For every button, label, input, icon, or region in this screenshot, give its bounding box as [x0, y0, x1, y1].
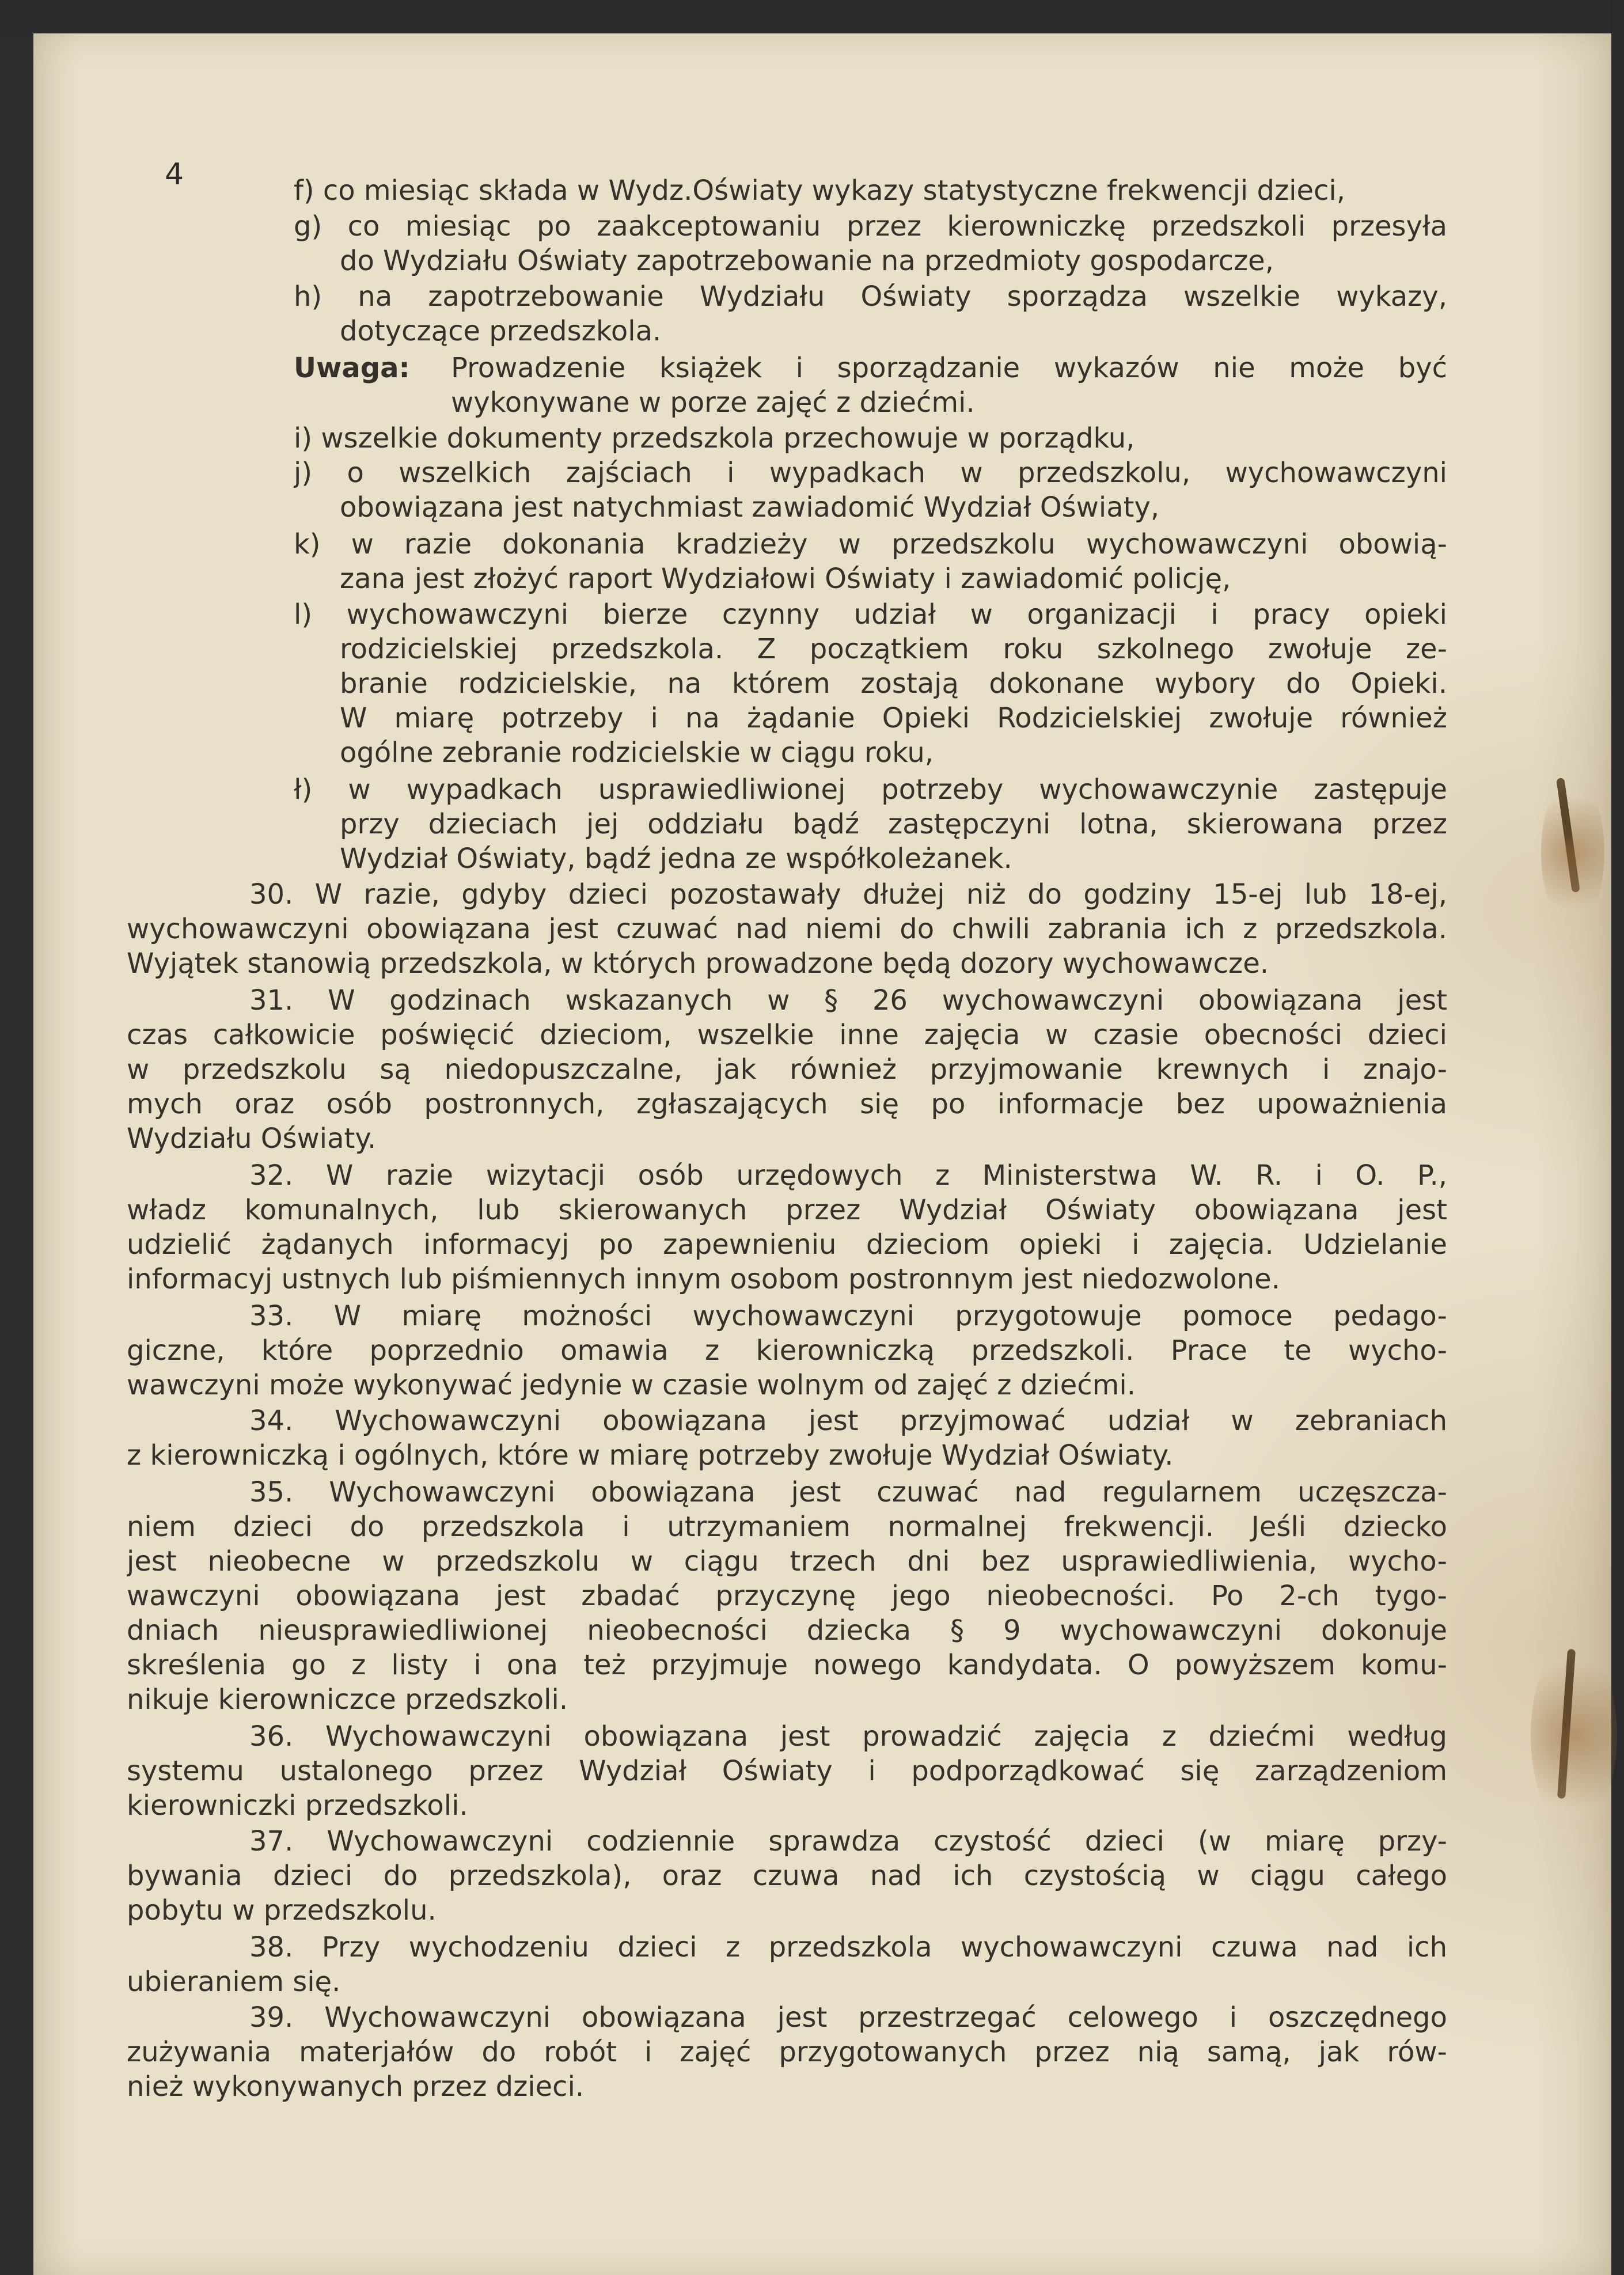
text-line: l) wychowawczyni bierze czynny udział w organizacji i pracy opieki	[294, 598, 1447, 631]
text-line: systemu ustalonego przez Wydział Oświaty i podporządkować się zarządzeniom	[127, 1755, 1447, 1787]
text-line: 37. Wychowawczyni codziennie sprawdza czystość dzieci (w miarę przy-	[249, 1825, 1447, 1857]
text-line: wawczyni może wykonywać jedynie w czasie wolnym od zajęć z dziećmi.	[127, 1369, 1136, 1401]
text-line: 33. W miarę możności wychowawczyni przygotowuje pomoce pedago-	[249, 1300, 1447, 1332]
document-text	[33, 33, 1611, 2275]
text-line: 32. W razie wizytacji osób urzędowych z Ministerstwa W. R. i O. P.,	[249, 1159, 1447, 1192]
text-line: giczne, które poprzednio omawia z kierowniczką przedszkoli. Prace te wycho-	[127, 1334, 1447, 1367]
text-line: rodzicielskiej przedszkola. Z początkiem roku szkolnego zwołuje ze-	[340, 633, 1447, 665]
text-line: h) na zapotrzebowanie Wydziału Oświaty sporządza wszelkie wykazy,	[294, 280, 1447, 313]
text-line: 36. Wychowawczyni obowiązana jest prowadzić zajęcia z dziećmi według	[249, 1720, 1447, 1753]
rust-stain-upper	[1541, 778, 1604, 927]
text-line: 31. W godzinach wskazanych w § 26 wychowawczyni obowiązana jest	[249, 984, 1447, 1017]
text-line: f) co miesiąc składa w Wydz.Oświaty wykazy statystyczne frekwencji dzieci,	[294, 175, 1346, 207]
text-line: k) w razie dokonania kradzieży w przedszkolu wychowawczyni obowią-	[294, 528, 1447, 560]
text-line: W miarę potrzeby i na żądanie Opieki Rodzicielskiej zwołuje również	[340, 702, 1447, 734]
text-line: Wydziału Oświaty.	[127, 1123, 377, 1155]
text-line: zużywania materjałów do robót i zajęć przygotowanych przez nią samą, jak rów-	[127, 2036, 1447, 2068]
text-line: 30. W razie, gdyby dzieci pozostawały dłużej niż do godziny 15-ej lub 18-ej,	[249, 878, 1447, 911]
text-line: dotyczące przedszkola.	[340, 315, 662, 347]
text-line: g) co miesiąc po zaakceptowaniu przez kierowniczkę przedszkoli przesyła	[294, 210, 1447, 242]
text-line: ubieraniem się.	[127, 1966, 341, 1998]
text-line: Wyjątek stanowią przedszkola, w których prowadzone będą dozory wychowawcze.	[127, 947, 1269, 980]
text-line: Prowadzenie książek i sporządzanie wykazów nie może być	[451, 352, 1447, 384]
text-line: 38. Przy wychodzeniu dzieci z przedszkola wychowawczyni czuwa nad ich	[249, 1931, 1447, 1963]
scan-background-top	[0, 0, 1624, 36]
text-line: i) wszelkie dokumenty przedszkola przechowuje w porządku,	[294, 422, 1135, 454]
text-line: informacyj ustnych lub piśmiennych innym osobom postronnym jest niedozwolone.	[127, 1263, 1280, 1295]
text-line: ł) w wypadkach usprawiedliwionej potrzeby wychowawczynie zastępuje	[294, 774, 1447, 806]
text-line: 34. Wychowawczyni obowiązana jest przyjmować udział w zebraniach	[249, 1405, 1447, 1437]
text-line: w przedszkolu są niedopuszczalne, jak również przyjmowanie krewnych i znajo-	[127, 1053, 1447, 1086]
text-line: udzielić żądanych informacyj po zapewnieniu dzieciom opieki i zajęcia. Udzielanie	[127, 1228, 1447, 1261]
text-line: czas całkowicie poświęcić dzieciom, wszelkie inne zajęcia w czasie obecności dzieci	[127, 1019, 1447, 1051]
text-line: nież wykonywanych przez dzieci.	[127, 2071, 585, 2103]
text-line: pobytu w przedszkolu.	[127, 1894, 437, 1927]
text-line: z kierowniczką i ogólnych, które w miarę potrzeby zwołuje Wydział Oświaty.	[127, 1439, 1174, 1472]
text-line: 39. Wychowawczyni obowiązana jest przestrzegać celowego i oszczędnego	[249, 2001, 1447, 2034]
text-line: mych oraz osób postronnych, zgłaszających się po informacje bez upoważnienia	[127, 1088, 1447, 1120]
text-line: nikuje kierowniczce przedszkoli.	[127, 1683, 568, 1716]
text-line: władz komunalnych, lub skierowanych przez Wydział Oświaty obowiązana jest	[127, 1194, 1447, 1226]
text-line: kierowniczki przedszkoli.	[127, 1789, 468, 1822]
page-number: 4	[165, 157, 184, 192]
text-line: skreślenia go z listy i ona też przyjmuje nowego kandydata. O powyższem komu-	[127, 1649, 1447, 1681]
text-line: bywania dzieci do przedszkola), oraz czuwa nad ich czystością w ciągu całego	[127, 1860, 1447, 1892]
text-line: zana jest złożyć raport Wydziałowi Oświaty i zawiadomić policję,	[340, 563, 1231, 595]
text-line: dniach nieusprawiedliwionej nieobecności dziecka § 9 wychowawczyni dokonuje	[127, 1614, 1447, 1647]
scan-background-right	[1611, 0, 1624, 2275]
document-page	[33, 33, 1611, 2275]
rust-stain-lower	[1531, 1640, 1617, 1830]
text-line: ogólne zebranie rodzicielskie w ciągu roku,	[340, 737, 934, 769]
text-line: branie rodzicielskie, na którem zostają dokonane wybory do Opieki.	[340, 668, 1447, 700]
text-line: Wydział Oświaty, bądź jedna ze współkoleżanek.	[340, 843, 1012, 875]
text-line: j) o wszelkich zajściach i wypadkach w przedszkolu, wychowawczyni	[294, 457, 1447, 489]
text-line: wawczyni obowiązana jest zbadać przyczynę jego nieobecności. Po 2-ch tygo-	[127, 1580, 1447, 1612]
text-line: do Wydziału Oświaty zapotrzebowanie na przedmioty gospodarcze,	[340, 245, 1274, 277]
text-line: jest nieobecne w przedszkolu w ciągu trzech dni bez usprawiedliwienia, wycho-	[127, 1545, 1447, 1578]
text-line: obowiązana jest natychmiast zawiadomić Wydział Oświaty,	[340, 491, 1160, 524]
text-line: niem dzieci do przedszkola i utrzymaniem normalnej frekwencji. Jeśli dziecko	[127, 1511, 1447, 1543]
text-line: wykonywane w porze zajęć z dziećmi.	[451, 386, 975, 419]
text-line: 35. Wychowawczyni obowiązana jest czuwać nad regularnem uczęszcza-	[249, 1476, 1447, 1508]
text-line: przy dzieciach jej oddziału bądź zastępczyni lotna, skierowana przez	[340, 808, 1447, 840]
text-line: wychowawczyni obowiązana jest czuwać nad niemi do chwili zabrania ich z przedszkola.	[127, 913, 1447, 945]
note-label: Uwaga:	[294, 352, 410, 384]
